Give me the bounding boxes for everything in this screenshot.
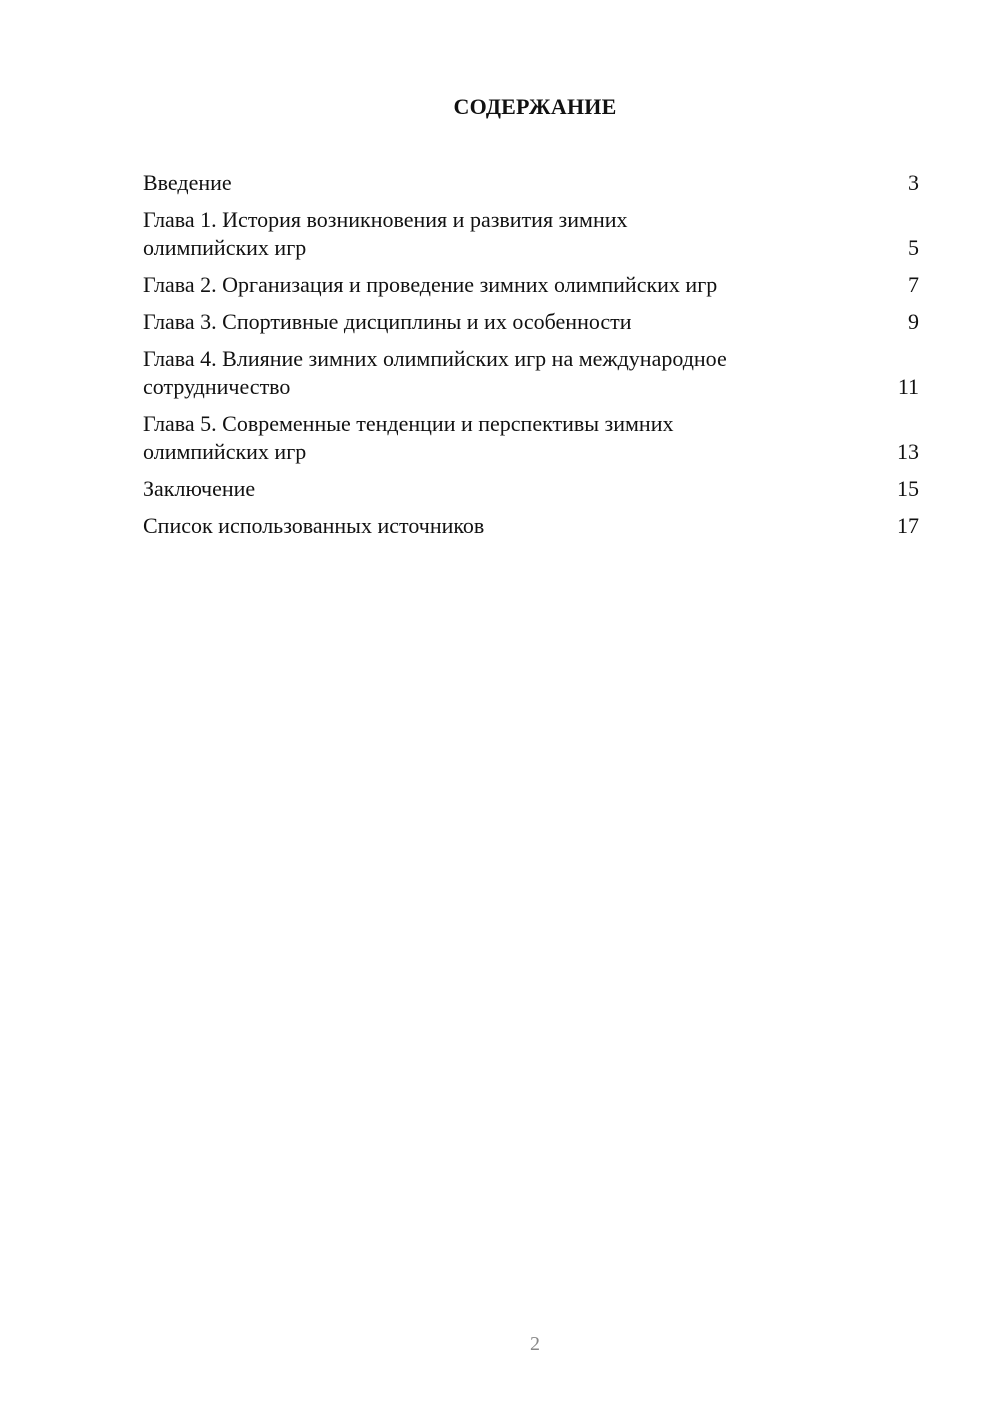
toc-entry-conclusion[interactable] xyxy=(143,475,919,503)
toc-entry-chapter-2[interactable] xyxy=(143,271,919,299)
page-number: 2 xyxy=(530,1333,540,1355)
toc-entry-page: 15 xyxy=(897,476,919,501)
toc-entry-chapter-1[interactable] xyxy=(143,206,919,262)
toc-entry-page: 17 xyxy=(897,513,919,538)
toc-entry-text: Глава 1. История возникновения и развития зимних олимпийских игр xyxy=(143,207,628,260)
toc-entry-text: Глава 5. Современные тенденции и перспективы зимних олимпийских игр xyxy=(143,411,674,464)
toc-entry-page: 3 xyxy=(908,170,919,195)
toc-entry-chapter-4[interactable] xyxy=(143,345,919,401)
page-title: СОДЕРЖАНИЕ xyxy=(453,94,617,119)
toc-entry-page: 5 xyxy=(908,235,919,260)
toc-entry-chapter-5[interactable] xyxy=(143,410,919,466)
toc-entry-references[interactable] xyxy=(143,512,919,540)
table-of-contents xyxy=(143,169,919,549)
toc-entry-text: Глава 4. Влияние зимних олимпийских игр на международное сотрудничество xyxy=(143,346,727,399)
toc-entry-text: Список использованных источников xyxy=(143,513,485,538)
toc-entry-text: Введение xyxy=(143,170,232,195)
toc-entry-page: 9 xyxy=(908,309,919,334)
toc-entry-introduction[interactable] xyxy=(143,169,919,197)
toc-entry-text: Глава 3. Спортивные дисциплины и их особенности xyxy=(143,309,632,334)
toc-entry-text: Глава 2. Организация и проведение зимних олимпийских игр xyxy=(143,272,718,297)
toc-entry-text: Заключение xyxy=(143,476,256,501)
toc-entry-page: 7 xyxy=(908,272,919,297)
toc-entry-page: 13 xyxy=(897,439,919,464)
toc-entry-chapter-3[interactable] xyxy=(143,308,919,336)
toc-entry-page: 11 xyxy=(897,374,919,399)
